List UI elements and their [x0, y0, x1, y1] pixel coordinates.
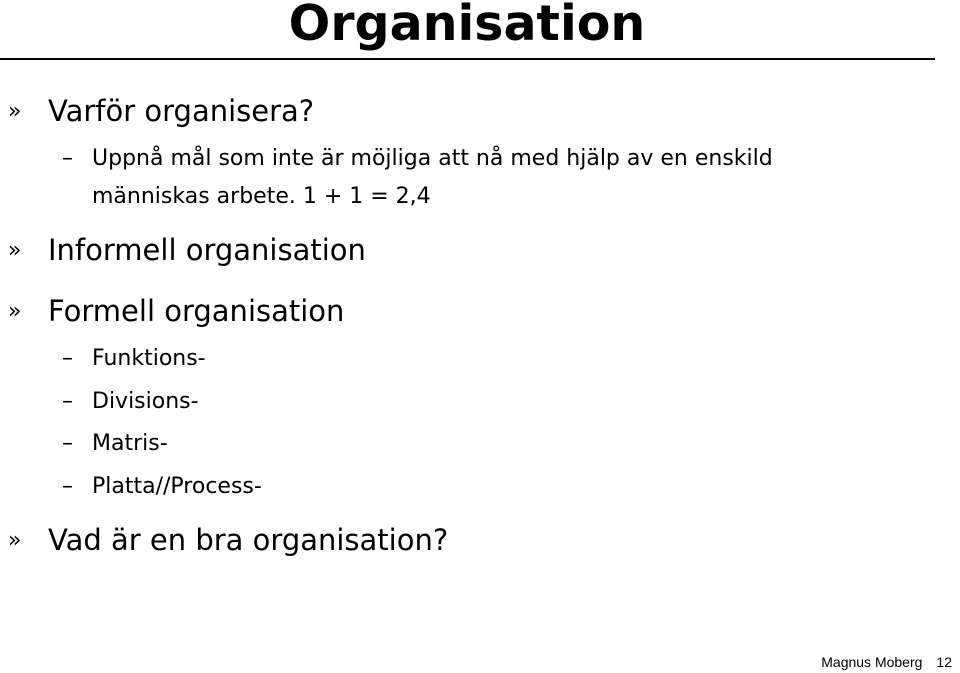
bullet-marker: »	[8, 238, 22, 263]
subitem-funktions	[62, 346, 206, 372]
dash-marker: –	[62, 146, 73, 171]
dash-marker: –	[62, 431, 73, 456]
bullet-text: Vad är en bra organisation?	[48, 523, 449, 557]
bullet-marker: »	[8, 528, 22, 553]
dash-marker: –	[62, 346, 73, 371]
bullet-text: Formell organisation	[48, 294, 345, 328]
title-divider	[0, 58, 935, 60]
bullet-text: Informell organisation	[48, 233, 366, 267]
bullet-item-varfor-organisera	[8, 94, 314, 129]
dash-marker: –	[62, 474, 73, 499]
bullet-text: Varför organisera?	[48, 94, 315, 128]
page-number: 12	[936, 654, 952, 670]
slide-footer	[821, 653, 952, 671]
subitem-text-line2: människas arbete. 1 + 1 = 2,4	[92, 184, 431, 209]
subitem-uppna-mal-continuation	[92, 184, 431, 210]
bullet-item-formell-organisation	[8, 294, 344, 329]
slide-title	[0, 0, 934, 50]
footer-author: Magnus Moberg	[821, 654, 923, 670]
subitem-platta-process	[62, 474, 262, 500]
slide-title-text: Organisation	[288, 0, 646, 52]
subitem-uppna-mal	[62, 146, 773, 172]
subitem-matris	[62, 431, 168, 457]
subitem-text: Funktions-	[92, 346, 206, 371]
subitem-text: Matris-	[92, 431, 168, 456]
subitem-text-line1: Uppnå mål som inte är möjliga att nå med hjälp av en enskild	[92, 146, 773, 171]
bullet-item-informell-organisation	[8, 233, 366, 268]
subitem-text: Divisions-	[92, 389, 199, 414]
subitem-divisions	[62, 389, 199, 415]
bullet-marker: »	[8, 99, 22, 124]
bullet-item-vad-ar-en-bra-organisation	[8, 523, 448, 558]
bullet-marker: »	[8, 299, 22, 324]
dash-marker: –	[62, 389, 73, 414]
subitem-text: Platta//Process-	[92, 474, 262, 499]
